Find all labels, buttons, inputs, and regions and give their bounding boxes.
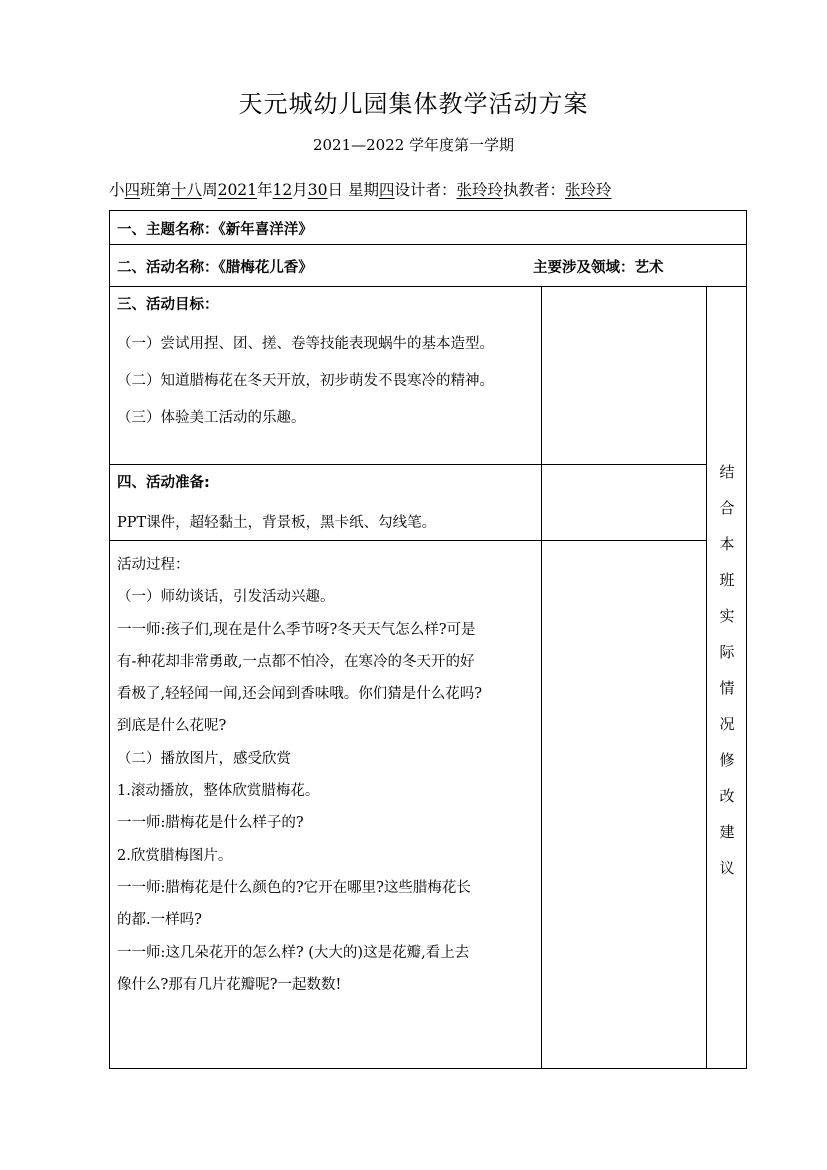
process-line: 一一师:孩子们,现在是什么季节呀?冬天天气怎么样?可是 <box>117 621 476 638</box>
row-divider <box>109 540 707 541</box>
activity-name: 二、活动名称：《腊梅花儿香》 <box>117 260 313 276</box>
year: 2021 <box>217 181 258 199</box>
process-line: 像什么?那有几片花瓣呢?一起数数! <box>117 976 342 993</box>
goal-item: （二）知道腊梅花在冬天开放，初步萌发不畏寒冷的精神。 <box>117 373 494 389</box>
info-text: 执教者： <box>503 181 566 199</box>
column-divider <box>706 286 707 1069</box>
row-divider <box>109 286 747 287</box>
goal-item: （三）体验美工活动的乐趣。 <box>117 410 306 426</box>
semester-subtitle: 2021—2022 学年度第一学期 <box>312 136 515 154</box>
side-note-char: 议 <box>719 859 735 877</box>
process-line: 2.欣赏腊梅图片。 <box>117 847 233 864</box>
row-divider <box>109 244 747 245</box>
process-line: 到底是什么花呢? <box>117 718 227 735</box>
info-text: 周 <box>202 181 218 199</box>
weekday: 四 <box>378 181 395 199</box>
side-note-char: 班 <box>719 571 735 589</box>
side-note-char: 况 <box>719 715 735 733</box>
process-line: 的都.一样吗? <box>117 912 202 929</box>
info-text: 设计者： <box>394 181 457 199</box>
theme-name: 一、主题名称：《新年喜洋洋》 <box>117 222 313 238</box>
goal-item: （一）尝试用捏、团、搓、卷等技能表现蜗牛的基本造型。 <box>117 336 494 352</box>
side-note-char: 本 <box>719 535 735 553</box>
side-note-char: 合 <box>719 499 735 517</box>
table-border-right <box>746 210 747 1069</box>
info-text: 月 <box>292 181 308 199</box>
designer-name: 张玲玲 <box>456 181 504 199</box>
process-line: 有-种花却非常勇敢,一点都不怕冷，在寒冷的冬天开的好 <box>117 653 475 670</box>
side-note-column <box>717 454 737 886</box>
info-text: 班第 <box>140 181 172 199</box>
process-line: 一一师:腊梅花是什么颜色的?它开在哪里?这些腊梅花长 <box>117 879 471 896</box>
process-line: （二）播放图片，感受欣赏 <box>117 750 291 767</box>
page-title: 天元城幼儿园集体教学活动方案 <box>238 90 589 118</box>
table-border-top <box>109 210 747 211</box>
row-divider <box>109 464 707 465</box>
process-line: 一一师:腊梅花是什么样子的? <box>117 815 304 832</box>
side-note-char: 结 <box>719 463 735 481</box>
domain-label: 主要涉及领域：艺术 <box>533 260 664 276</box>
process-line: 看极了,轻轻闻一闻,还会闻到香味哦。你们猜是什么花吗? <box>117 686 482 703</box>
side-note-char: 际 <box>719 643 735 661</box>
side-note-char: 实 <box>719 607 735 625</box>
class-info-line <box>109 178 612 200</box>
side-note-char: 建 <box>719 823 735 841</box>
activity-process <box>117 549 537 1001</box>
month: 12 <box>272 181 293 199</box>
side-note-char: 修 <box>719 751 735 769</box>
teacher-name: 张玲玲 <box>565 181 612 199</box>
table-border-bottom <box>109 1068 747 1069</box>
info-text: 小 <box>109 181 125 199</box>
day: 30 <box>307 181 328 199</box>
week-number: 十八 <box>171 181 203 199</box>
side-note-char: 改 <box>719 787 735 805</box>
class-number: 四 <box>124 181 141 199</box>
process-line: （一）师幼谈话，引发活动兴趣。 <box>117 589 335 606</box>
process-line: 一一师:这几朵花开的怎么样? (大大的)这是花瓣,看上去 <box>117 944 470 961</box>
info-text: 日 星期 <box>327 181 379 199</box>
table-border-left <box>109 210 110 1069</box>
info-text: 年 <box>257 181 273 199</box>
goals-heading: 三、活动目标： <box>117 297 219 313</box>
side-note-char: 情 <box>719 679 735 697</box>
process-line: 活动过程： <box>117 557 190 573</box>
prep-heading: 四、活动准备: <box>117 475 210 491</box>
prep-text: PPT课件，超轻黏土，背景板，黑卡纸、勾线笔。 <box>117 515 437 531</box>
column-divider <box>541 286 542 1069</box>
process-line: 1.滚动播放，整体欣赏腊梅花。 <box>117 783 320 800</box>
